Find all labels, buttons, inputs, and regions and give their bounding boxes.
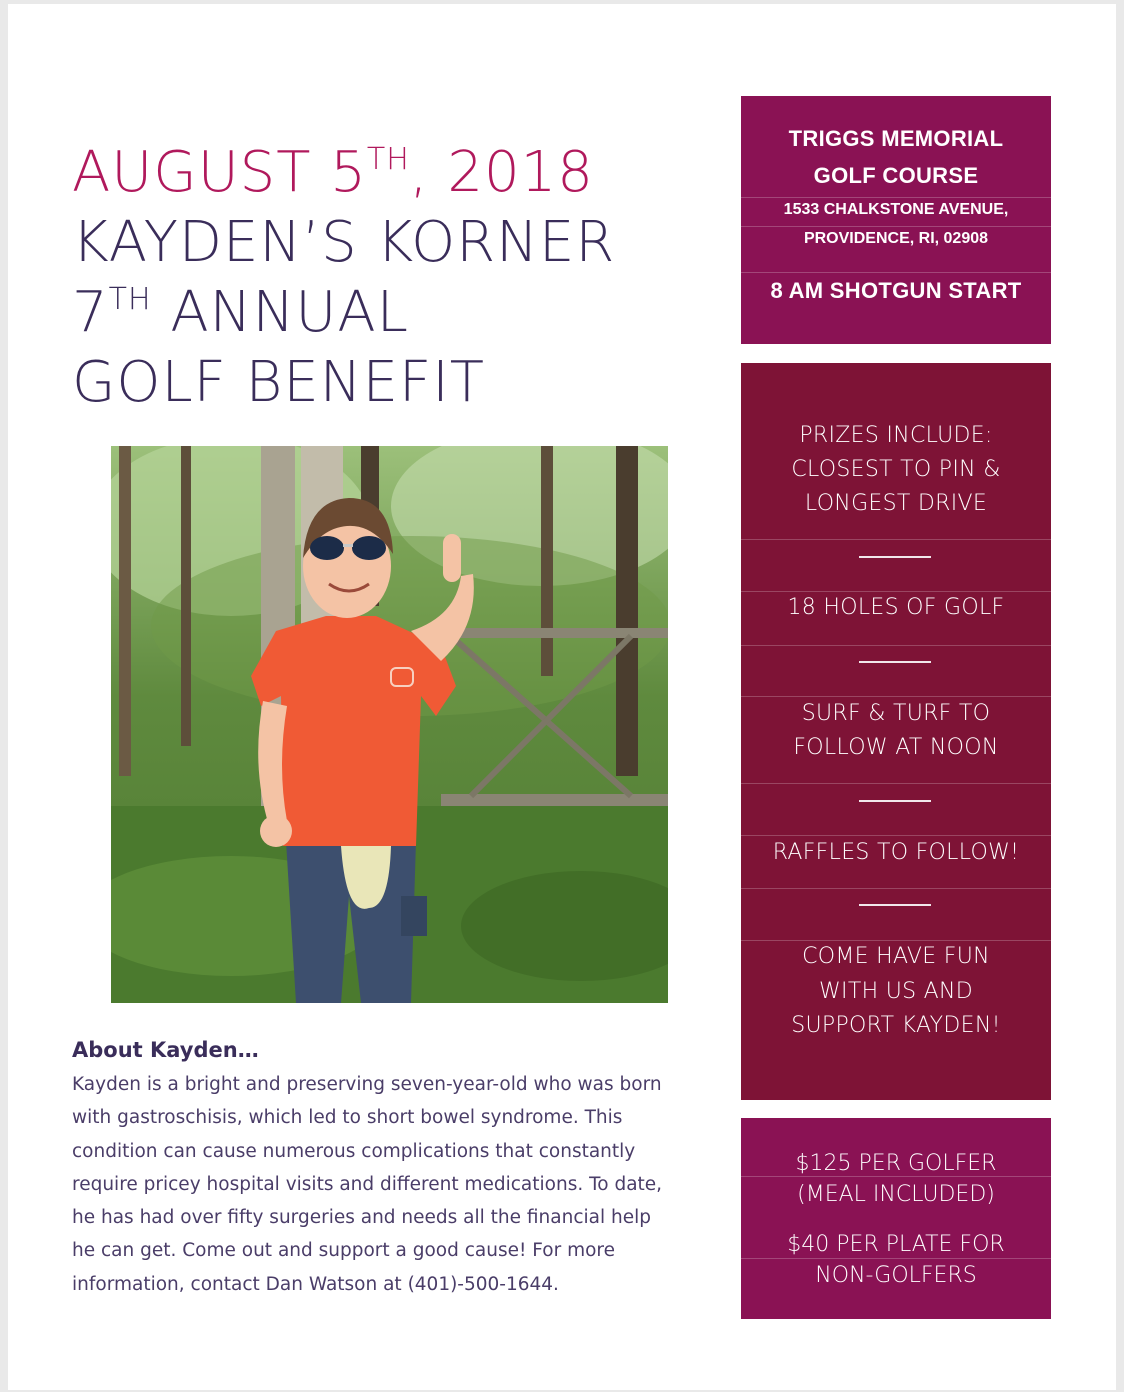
edition-word: ANNUAL xyxy=(151,280,409,345)
plate-price: $40 PER PLATE FOR xyxy=(787,1232,1005,1257)
edition-number: 7 xyxy=(72,280,109,345)
raffles-line: RAFFLES TO FOLLOW! xyxy=(772,840,1020,865)
about-heading: About Kayden… xyxy=(72,1038,259,1062)
food-line: SURF & TURF TO xyxy=(801,701,991,726)
fun-line: COME HAVE FUN xyxy=(802,944,990,969)
golfer-meal-note: (MEAL INCLUDED) xyxy=(797,1182,995,1207)
divider xyxy=(741,272,1051,273)
divider xyxy=(741,1176,1051,1177)
fun-line: WITH US AND xyxy=(818,979,974,1004)
boy-thumbs-up-icon xyxy=(111,446,668,1003)
divider xyxy=(741,783,1051,784)
divider xyxy=(741,1258,1051,1259)
date-year: , 2018 xyxy=(409,140,594,205)
dash-separator xyxy=(859,661,931,663)
kayden-photo xyxy=(111,446,668,1003)
date-main: AUGUST 5 xyxy=(72,140,367,205)
dash-separator xyxy=(859,800,931,802)
divider xyxy=(741,645,1051,646)
start-time: 8 AM SHOTGUN START xyxy=(770,278,1022,303)
prizes-line: LONGEST DRIVE xyxy=(804,491,988,516)
plate-audience: NON-GOLFERS xyxy=(815,1263,977,1288)
divider xyxy=(741,197,1051,198)
fun-line: SUPPORT KAYDEN! xyxy=(791,1013,1001,1038)
prizes-line: PRIZES INCLUDE: xyxy=(799,423,993,448)
about-kayden-section xyxy=(72,1038,722,1301)
about-line: he has had over fifty surgeries and needs all the financial help xyxy=(72,1207,652,1229)
golfer-price: $125 PER GOLFER xyxy=(795,1151,997,1176)
divider xyxy=(741,539,1051,540)
about-line: with gastroschisis, which led to short bowel syndrome. This xyxy=(72,1107,623,1129)
event-date xyxy=(72,138,615,208)
venue-name-line1: TRIGGS MEMORIAL xyxy=(788,126,1004,151)
event-name: KAYDEN’S KORNER xyxy=(72,210,616,275)
about-line: condition can cause numerous complications that constantly xyxy=(72,1140,636,1162)
about-line: Kayden is a bright and preserving seven-year-old who was born xyxy=(72,1074,662,1095)
divider xyxy=(741,226,1051,227)
event-edition xyxy=(72,278,615,348)
features-box xyxy=(741,363,1051,1100)
divider xyxy=(741,888,1051,889)
holes-line: 18 HOLES OF GOLF xyxy=(787,595,1005,620)
edition-suffix: TH xyxy=(108,282,152,317)
about-line: information, contact Dan Watson at (401)-500-1644. xyxy=(72,1273,559,1295)
about-line: require pricey hospital visits and different medications. To date, xyxy=(72,1173,663,1195)
food-line: FOLLOW AT NOON xyxy=(793,735,999,760)
date-suffix: TH xyxy=(366,142,410,177)
venue-address-line1: 1533 CHALKSTONE AVENUE, xyxy=(783,201,1009,218)
about-line: he can get. Come out and support a good cause! For more xyxy=(72,1240,616,1262)
pricing-box xyxy=(741,1118,1051,1319)
venue-address-line2: PROVIDENCE, RI, 02908 xyxy=(803,230,989,247)
venue-name-line2: GOLF COURSE xyxy=(813,163,979,188)
event-type: GOLF BENEFIT xyxy=(72,350,485,415)
event-headline xyxy=(72,138,615,418)
prizes-line: CLOSEST TO PIN & xyxy=(791,457,1001,482)
venue-box xyxy=(741,96,1051,344)
dash-separator xyxy=(859,904,931,906)
about-paragraph xyxy=(72,1068,722,1301)
dash-separator xyxy=(859,556,931,558)
